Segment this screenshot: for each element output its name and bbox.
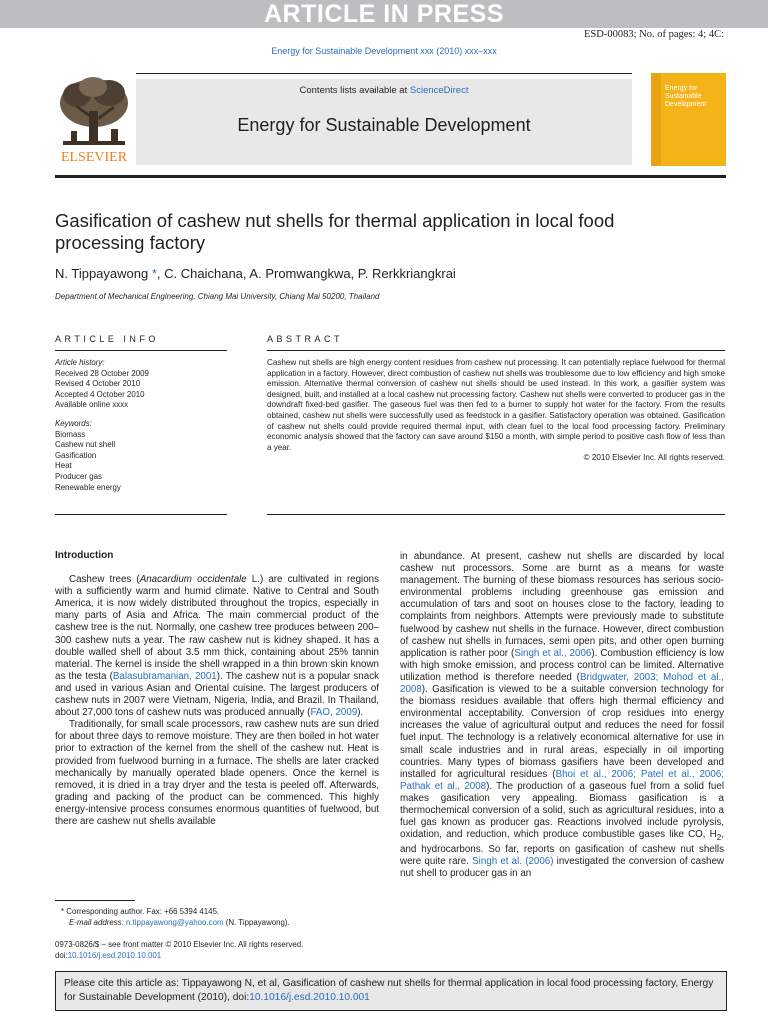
email-label: E-mail address:	[69, 917, 124, 927]
text-run: , and hydrocarbons. So far, reports on gasification of cashew nut shells were quite rare.	[400, 829, 724, 868]
article-in-press-text: ARTICLE IN PRESS	[264, 0, 504, 28]
email-note	[55, 918, 385, 929]
keyword: Gasification	[55, 450, 97, 460]
abstract	[267, 358, 725, 464]
abstract-rule	[267, 350, 725, 351]
header-top-rule	[136, 73, 632, 74]
issn-line: 0973-0826/$ – see front matter © 2010 Elsevier Inc. All rights reserved.	[55, 940, 304, 949]
history-label: Article history:	[55, 358, 105, 367]
citation-link[interactable]: Singh et al., 2006	[514, 647, 592, 659]
journal-cover-thumbnail[interactable]	[651, 73, 726, 166]
paragraph	[55, 574, 379, 719]
journal-banner	[136, 79, 632, 165]
journal-header	[55, 73, 726, 175]
revised-date: Revised 4 October 2010	[55, 379, 141, 389]
abstract-heading: ABSTRACT	[267, 334, 344, 344]
email-owner: (N. Tippayawong).	[223, 917, 290, 927]
abstract-text: Cashew nut shells are high energy content residues from cashew nut processing. It can potentially replace fuelwood for thermal application in a factory. However, direct combustion of cashew nut shells was troublesome due to low efficiency and high smoke emission. Alternative thermal conversion of cashew nut shells should be used instead. In this work, a gasifier system was designed, built, and installed at a local cashew nut processing factory. Cashew nut shells were converted to producer gas in the downdraft fixed-bed gasifier. The gaseous fuel was then fed to a burner to supply hot water for the factory. From the results obtained, cashew nut shells were successfully used as feedstock in a gasifier. Satisfactory operation was obtained. Gasification of cashew nut shells could provide required thermal input, with clean fuel to the local food processing factory. Preliminary economic analysis showed that the factory can save around $150 a month, with simple period to positive cash flow of less than a year.	[267, 358, 725, 452]
keyword: Cashew nut shell	[55, 440, 116, 450]
contents-prefix: Contents lists available at	[299, 85, 410, 96]
cover-title: Energy for Sustainable Development	[665, 85, 707, 108]
introduction-heading: Introduction	[55, 550, 114, 561]
article-id: ESD-00083; No. of pages: 4; 4C:	[584, 29, 724, 40]
footnote-marker: *	[61, 907, 65, 916]
accepted-date: Accepted 4 October 2010	[55, 389, 145, 399]
elsevier-logo[interactable]	[55, 73, 133, 165]
article-in-press-banner	[0, 0, 768, 28]
text-run: ). Combustion efficiency is low with high smoke emission, and process control can be limited. Alternative utilization method is therefore needed (	[400, 647, 724, 683]
subscript: 2	[716, 833, 722, 843]
citation-link[interactable]: Bridgwater, 2003; Mohod et al., 2008	[400, 671, 724, 696]
doi-prefix: doi:	[55, 950, 68, 960]
article-info-bottom-rule	[55, 514, 227, 515]
keyword: Biomass	[55, 429, 86, 439]
citation-doi-link[interactable]: 10.1016/j.esd.2010.10.001	[249, 992, 370, 1003]
email-link[interactable]: n.tippayawong@yahoo.com	[126, 917, 224, 927]
article-title: Gasification of cashew nut shells for thermal application in local food processing factory	[55, 210, 615, 253]
front-matter	[55, 940, 385, 962]
body-column-left	[55, 550, 379, 828]
journal-title[interactable]: Energy for Sustainable Development	[237, 115, 531, 135]
author-list	[55, 266, 456, 281]
text-run: ). The cashew nut is a popular snack and used in various Asian and Oriental cuisine. The largest producers of cashew nuts in 2007 were Vietnam, Nigeria, India, and Brazil. In Thailand, about 27,000 tons of cashew nuts was produced annually (	[55, 670, 379, 719]
keyword: Renewable energy	[55, 482, 121, 492]
abstract-copyright: © 2010 Elsevier Inc. All rights reserved.	[583, 453, 725, 463]
citation-box	[55, 971, 727, 1011]
corresponding-text: Corresponding author. Fax: +66 5394 4145.	[64, 907, 220, 916]
species-name: Anacardium occidentale	[139, 574, 247, 586]
cover-spine	[651, 73, 661, 166]
doi-link[interactable]: 10.1016/j.esd.2010.10.001	[67, 950, 162, 960]
article-info	[55, 358, 227, 493]
corresponding-author-marker[interactable]: *	[151, 266, 157, 281]
text-run: Cashew trees (	[69, 574, 140, 586]
citation-link[interactable]: Balasubramanian, 2001	[112, 670, 217, 682]
abstract-bottom-rule	[267, 514, 725, 515]
keywords-label: Keywords:	[55, 418, 92, 428]
footnote	[55, 907, 385, 929]
citation-text	[64, 977, 719, 1005]
paragraph	[400, 551, 724, 880]
text-run: ). Gasification is viewed to be a suitable conversion technology for the biomass residues available that offers high thermal efficiency and environmental acceptability. Conversion of crop residues into energy increases the value of agricultural output and reduces the need for fossil fuel input. The technology is a relatively economical alternative for use in small scale industries and in rural areas, especially in oil importing countries. Many types of biomass gasifiers have been developed and installed for agricultural residues (	[400, 684, 724, 780]
citation-link[interactable]: Bhoi et al., 2006; Patel et al., 2006; Pathak et al., 2008	[400, 768, 724, 792]
body-column-right	[400, 551, 724, 880]
online-date: Available online xxxx	[55, 400, 129, 410]
affiliation: Department of Mechanical Engineering, Chiang Mai University, Chiang Mai 50200, Thailand	[55, 292, 380, 301]
text-run: investigated the conversion of cashew nut shell to producer gas in an	[400, 856, 725, 880]
citation-body: Please cite this article as: Tippayawong N, et al, Gasification of cashew nut shells for thermal application in local food processing factory, Energy for Sustainable Development (2010), doi:	[64, 978, 714, 1003]
elsevier-tree-icon	[55, 73, 133, 165]
journal-reference-link[interactable]: Energy for Sustainable Development xxx (2010) xxx–xxx	[271, 46, 497, 56]
contents-line	[136, 85, 632, 96]
doi-line	[55, 951, 385, 962]
article-info-rule	[55, 350, 227, 351]
text-run: ).	[357, 707, 364, 719]
corresponding-author: N. Tippayawong	[55, 266, 149, 281]
keyword: Heat	[55, 461, 72, 471]
citation-link[interactable]: FAO, 2009	[310, 707, 358, 719]
received-date: Received 28 October 2009	[55, 368, 149, 378]
other-authors: , C. Chaichana, A. Promwangkwa, P. Rerkkriangkrai	[156, 266, 456, 281]
paragraph: Traditionally, for small scale processors, raw cashew nuts are sun dried for about three days to remove moisture. They are then boiled in hot water prior to extraction of the kernel from the shell of the cashew nut. Heat is provided from fuelwood burning in a furnace. The shells are later cracked mechanically by manually operated blade openers. Once the kernel is removed, it is dried in a tray dryer and the testa is peeled off. Afterwards, grading and packing of the product can be commenced. This highly energy-intensive process consumes enormous quantities of fuelwood, but there are cashew nut shells available	[55, 719, 379, 827]
header-rule	[55, 175, 726, 178]
text-run: ). The production of a gaseous fuel from a solid fuel makes gasification very appealing. Biomass gasification is a thermochemical conversion of a solid, such as agricultural residues, into a fuel gas known as producer gas. Reactions involved include pyrolysis, oxidation, and reduction, which produce combustible gases like CO, H	[400, 780, 724, 841]
sciencedirect-link[interactable]: ScienceDirect	[409, 85, 469, 96]
keyword: Producer gas	[55, 471, 102, 481]
footnote-rule	[55, 900, 135, 901]
article-info-heading: ARTICLE INFO	[55, 334, 159, 344]
text-run: in abundance. At present, cashew nut shells are discarded by local cashew nut processors. Some are burnt as a means for waste management. The burning of these biomass resources has serious socio-environmental problems including greenhouse gas emission and accumulation of tars and soot on houses close to the factory, leading to complaints from neighbors. Attempts were previously made to substitute fuelwood by cashew nut shells in the furnace. However, direct combustion of cashew nut shells in furnaces, semi open pits, and other open burning application is rather poor (	[400, 551, 724, 659]
publisher-name: ELSEVIER	[60, 150, 128, 165]
corresponding-note	[55, 907, 385, 918]
text-run: L.) are cultivated in regions with a sufficiently warm and humid climate. Native to Central and South America, it is now widely distributed throughout the tropics, especially in many parts of Asia and Africa. The main commercial product of the cashew tree is the nut. Normally, one cashew tree produces between 200–300 cashew nuts a year. The raw cashew nut is kidney shaped. It has a double walled shell of about 3.5 mm thick, containing about 25% tannin material. The kernel is inside the shell wrapped in a thin brown skin known as the testa (	[55, 574, 379, 682]
citation-link[interactable]: Singh et al. (2006)	[472, 856, 554, 868]
